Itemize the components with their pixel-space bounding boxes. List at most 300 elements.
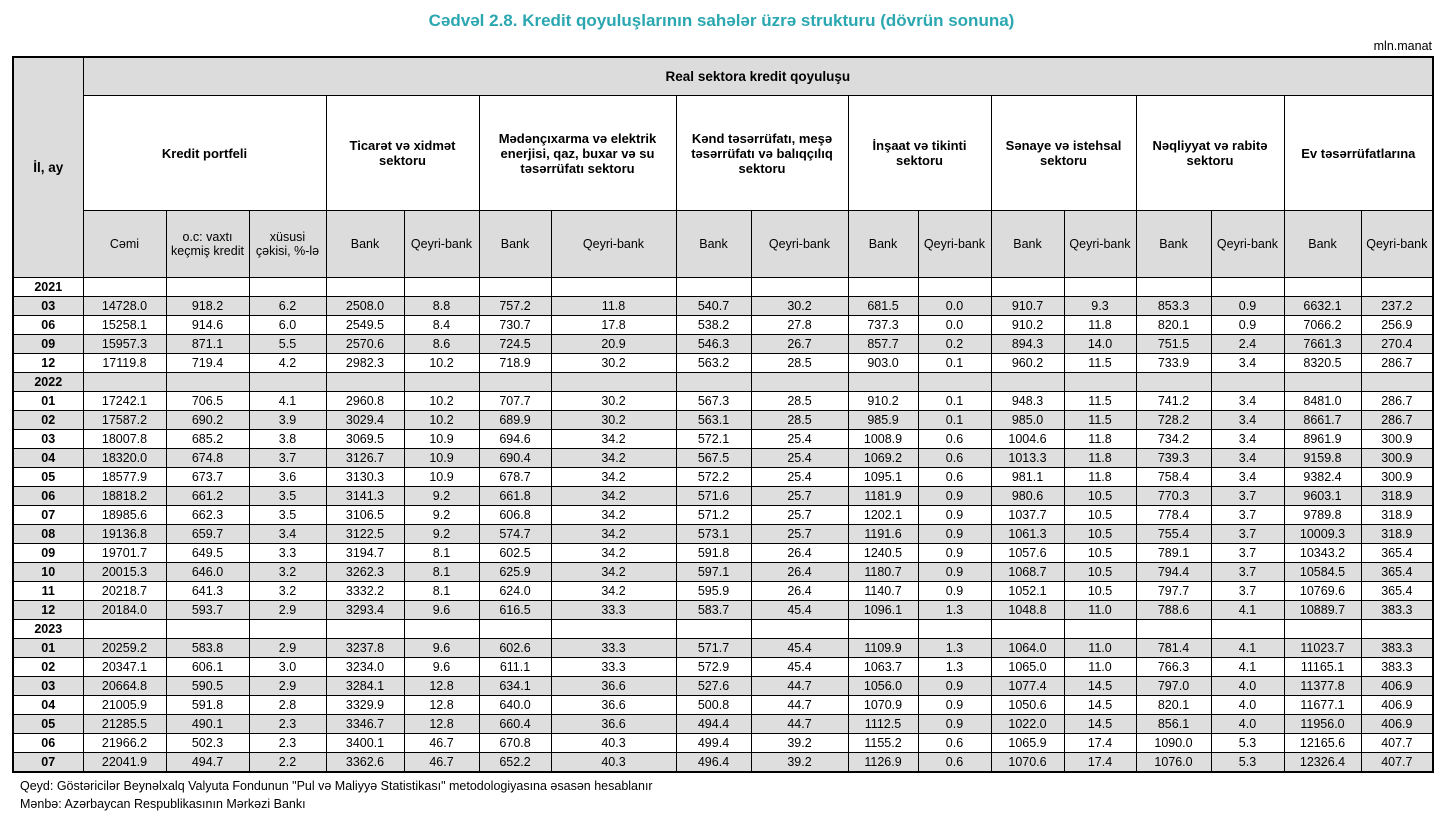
- value-cell: 606.1: [166, 658, 249, 677]
- value-cell: 18320.0: [83, 449, 166, 468]
- value-cell: 8.1: [404, 563, 479, 582]
- value-cell: 3.5: [249, 506, 326, 525]
- data-row: [13, 411, 1433, 430]
- group-header-senaye: Sənaye və istehsal sektoru: [991, 96, 1136, 211]
- value-cell: 318.9: [1361, 506, 1433, 525]
- value-cell: 499.4: [676, 734, 751, 753]
- value-cell: [1284, 620, 1361, 639]
- value-cell: 2.2: [249, 753, 326, 773]
- value-cell: 1065.9: [991, 734, 1064, 753]
- value-cell: 0.9: [918, 582, 991, 601]
- data-row: [13, 582, 1433, 601]
- value-cell: 856.1: [1136, 715, 1211, 734]
- value-cell: 10.2: [404, 392, 479, 411]
- value-cell: 20184.0: [83, 601, 166, 620]
- month-label-cell: 06: [13, 734, 83, 753]
- value-cell: 3141.3: [326, 487, 404, 506]
- value-cell: 11377.8: [1284, 677, 1361, 696]
- value-cell: 1.3: [918, 639, 991, 658]
- value-cell: 571.7: [676, 639, 751, 658]
- value-cell: 21005.9: [83, 696, 166, 715]
- value-cell: [249, 373, 326, 392]
- value-cell: 8320.5: [1284, 354, 1361, 373]
- top-header-cell: Real sektora kredit qoyuluşu: [83, 57, 1433, 96]
- value-cell: 1048.8: [991, 601, 1064, 620]
- value-cell: 2.9: [249, 601, 326, 620]
- value-cell: 0.9: [918, 677, 991, 696]
- value-cell: 1069.2: [848, 449, 918, 468]
- value-cell: 20218.7: [83, 582, 166, 601]
- data-row: [13, 449, 1433, 468]
- value-cell: 44.7: [751, 677, 848, 696]
- data-row: [13, 506, 1433, 525]
- value-cell: 1050.6: [991, 696, 1064, 715]
- value-cell: 910.7: [991, 297, 1064, 316]
- value-cell: 1181.9: [848, 487, 918, 506]
- sub-header-bank: Bank: [1136, 211, 1211, 278]
- month-label-cell: 09: [13, 544, 83, 563]
- data-row: [13, 316, 1433, 335]
- value-cell: 14.0: [1064, 335, 1136, 354]
- note-methodology: Qeyd: Göstəricilər Beynəlxalq Valyuta Fondunun "Pul və Maliyyə Statistikası" metodologiyasına əsasən hesablanır: [20, 779, 653, 793]
- sub-header-xususi-cekisi: xüsusi çəkisi, %-lə: [249, 211, 326, 278]
- sub-header-bank: Bank: [848, 211, 918, 278]
- value-cell: 670.8: [479, 734, 551, 753]
- sub-header-row: [13, 211, 1433, 278]
- value-cell: 0.2: [918, 335, 991, 354]
- value-cell: 3.7: [1211, 563, 1284, 582]
- value-cell: [751, 620, 848, 639]
- value-cell: 11.8: [1064, 449, 1136, 468]
- month-label-cell: 01: [13, 639, 83, 658]
- value-cell: 640.0: [479, 696, 551, 715]
- value-cell: [991, 278, 1064, 297]
- value-cell: 1065.0: [991, 658, 1064, 677]
- value-cell: 406.9: [1361, 677, 1433, 696]
- value-cell: 820.1: [1136, 696, 1211, 715]
- value-cell: 2508.0: [326, 297, 404, 316]
- value-cell: [404, 373, 479, 392]
- value-cell: 34.2: [551, 487, 676, 506]
- data-row: [13, 544, 1433, 563]
- group-header-kredit-portfeli: Kredit portfeli: [83, 96, 326, 211]
- month-label-cell: 07: [13, 506, 83, 525]
- value-cell: 1022.0: [991, 715, 1064, 734]
- data-row: [13, 354, 1433, 373]
- value-cell: 3262.3: [326, 563, 404, 582]
- value-cell: [676, 373, 751, 392]
- value-cell: 583.8: [166, 639, 249, 658]
- value-cell: 33.3: [551, 639, 676, 658]
- value-cell: 624.0: [479, 582, 551, 601]
- value-cell: [166, 278, 249, 297]
- value-cell: 718.9: [479, 354, 551, 373]
- value-cell: 567.5: [676, 449, 751, 468]
- value-cell: 0.9: [918, 715, 991, 734]
- value-cell: 0.1: [918, 411, 991, 430]
- sub-header-bank: Bank: [676, 211, 751, 278]
- value-cell: [479, 620, 551, 639]
- value-cell: 406.9: [1361, 715, 1433, 734]
- value-cell: 1.3: [918, 658, 991, 677]
- value-cell: 0.9: [918, 563, 991, 582]
- value-cell: 3234.0: [326, 658, 404, 677]
- value-cell: 674.8: [166, 449, 249, 468]
- value-cell: 3.7: [1211, 525, 1284, 544]
- value-cell: 3122.5: [326, 525, 404, 544]
- month-label-cell: 12: [13, 354, 83, 373]
- value-cell: 1061.3: [991, 525, 1064, 544]
- value-cell: 34.2: [551, 525, 676, 544]
- value-cell: [166, 620, 249, 639]
- value-cell: 1240.5: [848, 544, 918, 563]
- value-cell: 2.9: [249, 639, 326, 658]
- value-cell: 502.3: [166, 734, 249, 753]
- value-cell: 3.4: [1211, 468, 1284, 487]
- value-cell: 981.1: [991, 468, 1064, 487]
- value-cell: 730.7: [479, 316, 551, 335]
- year-row: [13, 620, 1433, 639]
- value-cell: 1112.5: [848, 715, 918, 734]
- value-cell: 563.2: [676, 354, 751, 373]
- value-cell: 28.5: [751, 411, 848, 430]
- value-cell: 5.3: [1211, 734, 1284, 753]
- value-cell: 270.4: [1361, 335, 1433, 354]
- value-cell: 25.4: [751, 449, 848, 468]
- value-cell: 689.9: [479, 411, 551, 430]
- value-cell: [1211, 620, 1284, 639]
- value-cell: 572.9: [676, 658, 751, 677]
- value-cell: 661.2: [166, 487, 249, 506]
- unit-label: mln.manat: [1373, 39, 1432, 53]
- page-title: Cədvəl 2.8. Kredit qoyuluşlarının sahələr üzrə strukturu (dövrün sonuna): [428, 11, 1015, 30]
- value-cell: 707.7: [479, 392, 551, 411]
- value-cell: 567.3: [676, 392, 751, 411]
- value-cell: 571.2: [676, 506, 751, 525]
- value-cell: 20664.8: [83, 677, 166, 696]
- value-cell: 903.0: [848, 354, 918, 373]
- value-cell: 17119.8: [83, 354, 166, 373]
- data-row: [13, 639, 1433, 658]
- value-cell: 1070.6: [991, 753, 1064, 773]
- value-cell: 14728.0: [83, 297, 166, 316]
- value-cell: 980.6: [991, 487, 1064, 506]
- value-cell: 2960.8: [326, 392, 404, 411]
- month-label-cell: 06: [13, 316, 83, 335]
- value-cell: 45.4: [751, 601, 848, 620]
- month-label-cell: 09: [13, 335, 83, 354]
- value-cell: 30.2: [551, 392, 676, 411]
- value-cell: 7661.3: [1284, 335, 1361, 354]
- value-cell: 563.1: [676, 411, 751, 430]
- sub-header-qeyri-bank: Qeyri-bank: [404, 211, 479, 278]
- value-cell: [676, 620, 751, 639]
- data-row: [13, 525, 1433, 544]
- value-cell: 45.4: [751, 639, 848, 658]
- value-cell: 1096.1: [848, 601, 918, 620]
- value-cell: [83, 620, 166, 639]
- value-cell: 538.2: [676, 316, 751, 335]
- month-label-cell: 12: [13, 601, 83, 620]
- value-cell: 500.8: [676, 696, 751, 715]
- value-cell: 10.5: [1064, 582, 1136, 601]
- value-cell: 595.9: [676, 582, 751, 601]
- value-cell: 14.5: [1064, 715, 1136, 734]
- sub-header-cemi: Cəmi: [83, 211, 166, 278]
- value-cell: 10.5: [1064, 544, 1136, 563]
- value-cell: 8.6: [404, 335, 479, 354]
- value-cell: 11.8: [1064, 468, 1136, 487]
- value-cell: 9.2: [404, 506, 479, 525]
- value-cell: 0.0: [918, 297, 991, 316]
- value-cell: [551, 620, 676, 639]
- value-cell: [551, 373, 676, 392]
- value-cell: 546.3: [676, 335, 751, 354]
- value-cell: 4.0: [1211, 696, 1284, 715]
- value-cell: 770.3: [1136, 487, 1211, 506]
- value-cell: 365.4: [1361, 563, 1433, 582]
- value-cell: [1064, 278, 1136, 297]
- value-cell: 36.6: [551, 677, 676, 696]
- data-row: [13, 715, 1433, 734]
- value-cell: 6.2: [249, 297, 326, 316]
- data-row: [13, 487, 1433, 506]
- value-cell: 593.7: [166, 601, 249, 620]
- month-label-cell: 04: [13, 449, 83, 468]
- value-cell: 256.9: [1361, 316, 1433, 335]
- value-cell: 758.4: [1136, 468, 1211, 487]
- group-header-neqliyyat: Nəqliyyat və rabitə sektoru: [1136, 96, 1284, 211]
- value-cell: [1284, 278, 1361, 297]
- value-cell: [848, 373, 918, 392]
- value-cell: 18985.6: [83, 506, 166, 525]
- value-cell: 2.8: [249, 696, 326, 715]
- value-cell: 4.1: [1211, 601, 1284, 620]
- value-cell: 383.3: [1361, 639, 1433, 658]
- value-cell: 572.2: [676, 468, 751, 487]
- value-cell: 678.7: [479, 468, 551, 487]
- value-cell: 649.5: [166, 544, 249, 563]
- value-cell: 8481.0: [1284, 392, 1361, 411]
- value-cell: 1202.1: [848, 506, 918, 525]
- value-cell: 820.1: [1136, 316, 1211, 335]
- value-cell: [479, 373, 551, 392]
- value-cell: 10.9: [404, 468, 479, 487]
- year-row: [13, 278, 1433, 297]
- value-cell: [326, 620, 404, 639]
- value-cell: 12165.6: [1284, 734, 1361, 753]
- value-cell: 9.6: [404, 601, 479, 620]
- value-cell: 797.7: [1136, 582, 1211, 601]
- value-cell: 20259.2: [83, 639, 166, 658]
- value-cell: 871.1: [166, 335, 249, 354]
- value-cell: [918, 373, 991, 392]
- value-cell: 948.3: [991, 392, 1064, 411]
- value-cell: 12.8: [404, 715, 479, 734]
- value-cell: 2982.3: [326, 354, 404, 373]
- value-cell: [551, 278, 676, 297]
- value-cell: 737.3: [848, 316, 918, 335]
- value-cell: 1.3: [918, 601, 991, 620]
- value-cell: [83, 278, 166, 297]
- value-cell: 0.6: [918, 734, 991, 753]
- value-cell: 728.2: [1136, 411, 1211, 430]
- value-cell: [1211, 278, 1284, 297]
- sub-header-qeyri-bank: Qeyri-bank: [751, 211, 848, 278]
- value-cell: 46.7: [404, 734, 479, 753]
- value-cell: 3284.1: [326, 677, 404, 696]
- value-cell: [1136, 278, 1211, 297]
- value-cell: 286.7: [1361, 411, 1433, 430]
- sub-header-qeyri-bank: Qeyri-bank: [1361, 211, 1433, 278]
- value-cell: 406.9: [1361, 696, 1433, 715]
- value-cell: 22041.9: [83, 753, 166, 773]
- table-body: [13, 278, 1433, 773]
- year-row: [13, 373, 1433, 392]
- month-label-cell: 07: [13, 753, 83, 773]
- value-cell: 17.8: [551, 316, 676, 335]
- value-cell: 10769.6: [1284, 582, 1361, 601]
- data-row: [13, 601, 1433, 620]
- value-cell: [326, 278, 404, 297]
- value-cell: 10.9: [404, 449, 479, 468]
- value-cell: 8961.9: [1284, 430, 1361, 449]
- value-cell: 572.1: [676, 430, 751, 449]
- value-cell: 496.4: [676, 753, 751, 773]
- value-cell: 9.6: [404, 658, 479, 677]
- value-cell: 34.2: [551, 582, 676, 601]
- value-cell: [751, 278, 848, 297]
- value-cell: 573.1: [676, 525, 751, 544]
- value-cell: 690.4: [479, 449, 551, 468]
- value-cell: 11.0: [1064, 601, 1136, 620]
- value-cell: 11.5: [1064, 411, 1136, 430]
- month-label-cell: 10: [13, 563, 83, 582]
- value-cell: 3400.1: [326, 734, 404, 753]
- value-cell: 1095.1: [848, 468, 918, 487]
- value-cell: 10.5: [1064, 487, 1136, 506]
- value-cell: 34.2: [551, 506, 676, 525]
- sub-header-qeyri-bank: Qeyri-bank: [918, 211, 991, 278]
- value-cell: 40.3: [551, 753, 676, 773]
- value-cell: 574.7: [479, 525, 551, 544]
- value-cell: [404, 278, 479, 297]
- value-cell: 766.3: [1136, 658, 1211, 677]
- value-cell: 591.8: [676, 544, 751, 563]
- value-cell: 739.3: [1136, 449, 1211, 468]
- value-cell: 4.1: [1211, 658, 1284, 677]
- value-cell: 490.1: [166, 715, 249, 734]
- value-cell: 914.6: [166, 316, 249, 335]
- value-cell: 365.4: [1361, 544, 1433, 563]
- value-cell: 2.9: [249, 677, 326, 696]
- value-cell: 591.8: [166, 696, 249, 715]
- value-cell: 10343.2: [1284, 544, 1361, 563]
- value-cell: [326, 373, 404, 392]
- value-cell: 694.6: [479, 430, 551, 449]
- value-cell: 1090.0: [1136, 734, 1211, 753]
- value-cell: 11.0: [1064, 639, 1136, 658]
- data-row: [13, 297, 1433, 316]
- value-cell: 1064.0: [991, 639, 1064, 658]
- value-cell: 15957.3: [83, 335, 166, 354]
- value-cell: 20015.3: [83, 563, 166, 582]
- value-cell: 494.4: [676, 715, 751, 734]
- value-cell: 25.7: [751, 506, 848, 525]
- value-cell: 30.2: [551, 411, 676, 430]
- month-label-cell: 01: [13, 392, 83, 411]
- value-cell: 910.2: [848, 392, 918, 411]
- value-cell: 8.4: [404, 316, 479, 335]
- value-cell: 44.7: [751, 715, 848, 734]
- value-cell: 2549.5: [326, 316, 404, 335]
- value-cell: [918, 620, 991, 639]
- value-cell: 21285.5: [83, 715, 166, 734]
- value-cell: 10.2: [404, 354, 479, 373]
- value-cell: 20.9: [551, 335, 676, 354]
- sub-header-qeyri-bank: Qeyri-bank: [1064, 211, 1136, 278]
- value-cell: 1077.4: [991, 677, 1064, 696]
- data-row: [13, 468, 1433, 487]
- value-cell: 11.5: [1064, 392, 1136, 411]
- value-cell: 10009.3: [1284, 525, 1361, 544]
- month-label-cell: 08: [13, 525, 83, 544]
- group-header-kend: Kənd təsərrüfatı, meşə təsərrüfatı və balıqçılıq sektoru: [676, 96, 848, 211]
- value-cell: 1070.9: [848, 696, 918, 715]
- value-cell: 1057.6: [991, 544, 1064, 563]
- value-cell: [848, 278, 918, 297]
- value-cell: 14.5: [1064, 696, 1136, 715]
- sub-header-bank: Bank: [1284, 211, 1361, 278]
- value-cell: 8661.7: [1284, 411, 1361, 430]
- month-label-cell: 02: [13, 658, 83, 677]
- group-header-ev: Ev təsərrüfatlarına: [1284, 96, 1433, 211]
- value-cell: 11165.1: [1284, 658, 1361, 677]
- note-source: Mənbə: Azərbaycan Respublikasının Mərkəzi Bankı: [20, 797, 306, 812]
- value-cell: 46.7: [404, 753, 479, 773]
- value-cell: [751, 373, 848, 392]
- value-cell: 300.9: [1361, 468, 1433, 487]
- value-cell: [676, 278, 751, 297]
- value-cell: 3.7: [1211, 582, 1284, 601]
- value-cell: 4.1: [1211, 639, 1284, 658]
- value-cell: 3.8: [249, 430, 326, 449]
- value-cell: 3.4: [249, 525, 326, 544]
- value-cell: 30.2: [551, 354, 676, 373]
- credit-structure-table: [12, 56, 1434, 773]
- sub-header-bank: Bank: [991, 211, 1064, 278]
- value-cell: 26.4: [751, 563, 848, 582]
- value-cell: 646.0: [166, 563, 249, 582]
- value-cell: 910.2: [991, 316, 1064, 335]
- value-cell: 1076.0: [1136, 753, 1211, 773]
- value-cell: 40.3: [551, 734, 676, 753]
- value-cell: 673.7: [166, 468, 249, 487]
- value-cell: 21966.2: [83, 734, 166, 753]
- value-cell: 383.3: [1361, 601, 1433, 620]
- value-cell: 9.3: [1064, 297, 1136, 316]
- value-cell: 3.4: [1211, 449, 1284, 468]
- value-cell: 1191.6: [848, 525, 918, 544]
- month-label-cell: 05: [13, 715, 83, 734]
- value-cell: 3029.4: [326, 411, 404, 430]
- value-cell: 0.9: [918, 696, 991, 715]
- value-cell: 0.9: [918, 487, 991, 506]
- value-cell: 0.9: [1211, 316, 1284, 335]
- value-cell: 602.5: [479, 544, 551, 563]
- value-cell: 719.4: [166, 354, 249, 373]
- value-cell: 34.2: [551, 449, 676, 468]
